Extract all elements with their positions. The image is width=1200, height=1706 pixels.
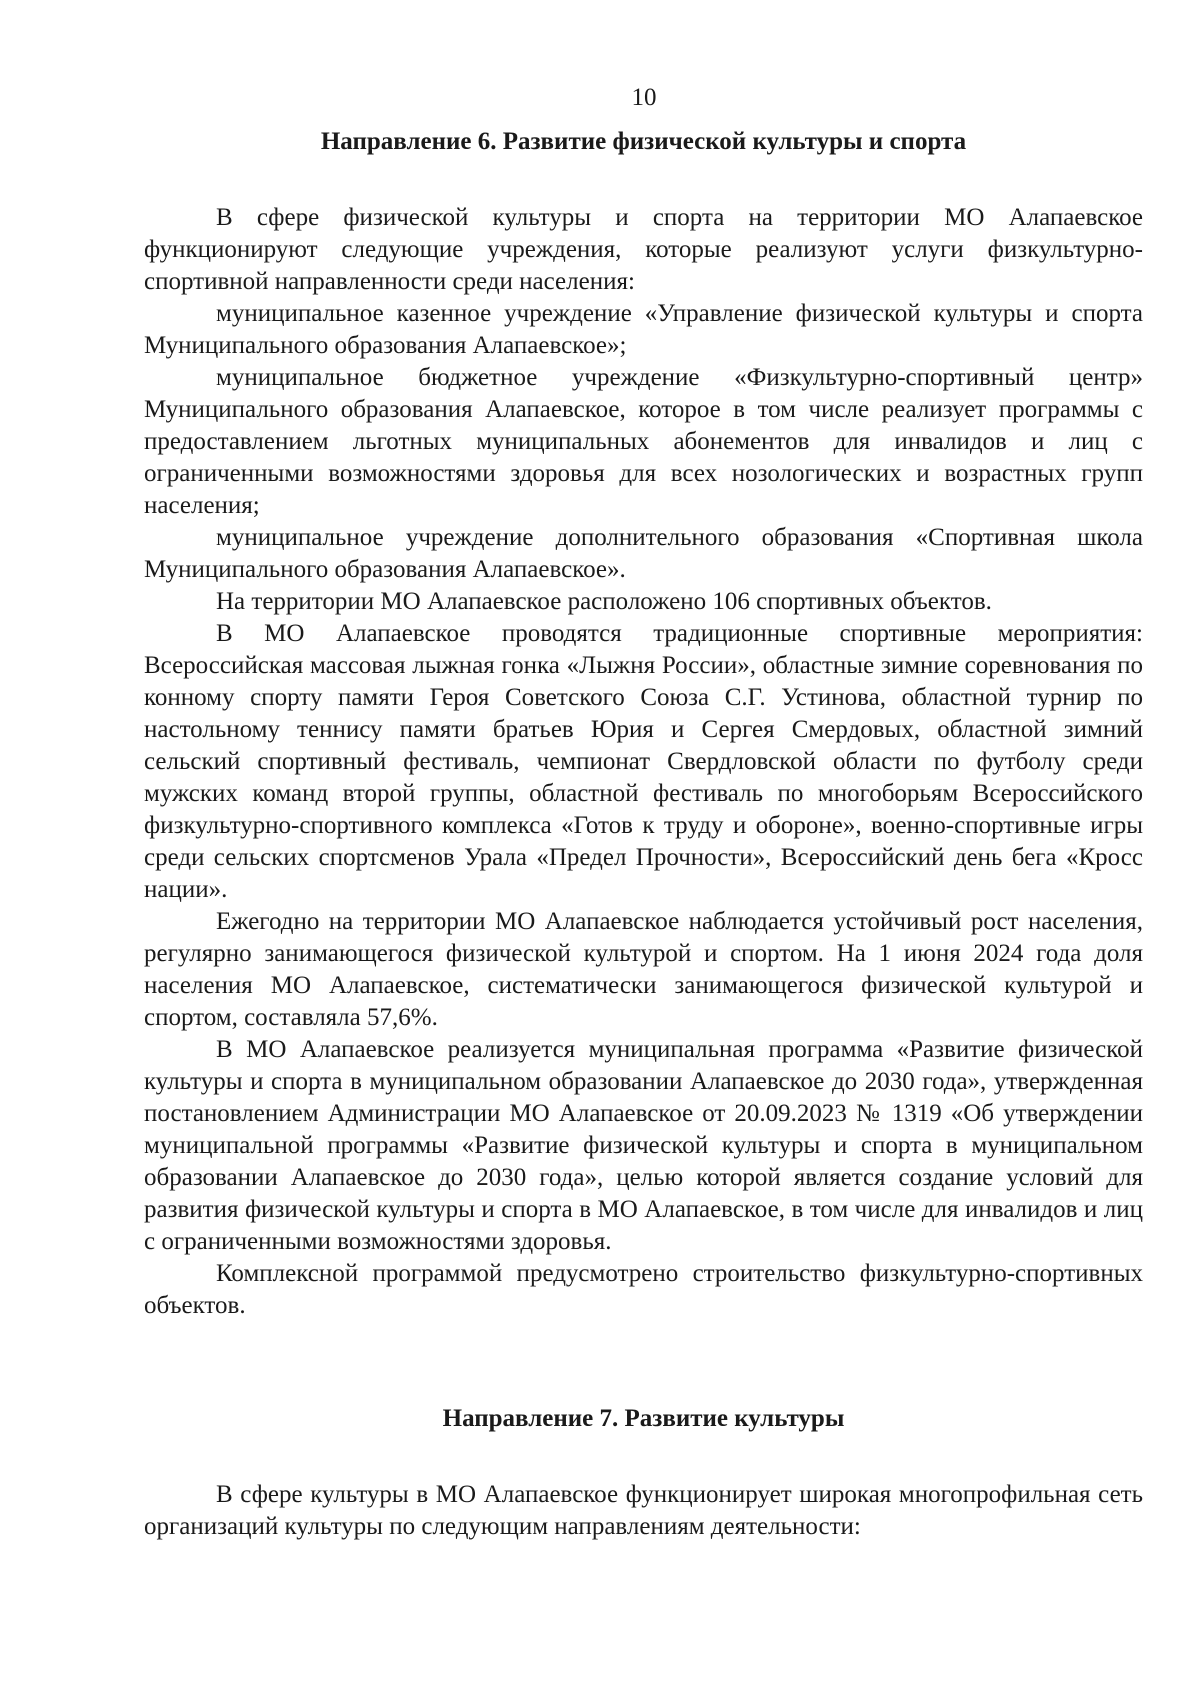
page-number: 10	[631, 84, 657, 111]
paragraph-institution-management: муниципальное казенное учреждение «Управление физической культуры и спорта Муниципального образования Алапаевское»;	[144, 300, 1143, 359]
paragraph-culture-network: В сфере культуры в МО Алапаевское функционирует широкая многопрофильная сеть организаций культуры по следующим направлениям деятельности:	[144, 1481, 1143, 1540]
paragraph-sports-facilities: На территории МО Алапаевское расположено 106 спортивных объектов.	[216, 588, 992, 615]
paragraph-municipal-program: В МО Алапаевское реализуется муниципальная программа «Развитие физической культуры и спорта в муниципальном образовании Алапаевское до 2030 года», утвержденная постановлением Администрации МО Алапаевское от 20.09.2023 № 1319 «Об утверждении муниципальной программы «Развитие физической культуры и спорта в муниципальном образовании Алапаевское до 2030 года», целью которой является создание условий для развития физической культуры и спорта в МО Алапаевское, в том числе для инвалидов и лиц с ограниченными возможностями здоровья.	[144, 1036, 1143, 1255]
paragraph-institution-sports-center: муниципальное бюджетное учреждение «Физкультурно-спортивный центр» Муниципального образования Алапаевское, которое в том числе реализует программы с предоставлением льготных муниципальных абонементов для инвалидов и лиц с ограниченными возможностями здоровья для всех нозологических и возрастных групп населения;	[144, 364, 1143, 519]
section-7-heading: Направление 7. Развитие культуры	[442, 1405, 845, 1432]
paragraph-population-growth: Ежегодно на территории МО Алапаевское наблюдается устойчивый рост населения, регулярно занимающегося физической культурой и спортом. На 1 июня 2024 года доля населения МО Алапаевское, систематически занимающегося физической культурой и спортом, составляла 57,6%.	[144, 908, 1143, 1031]
section-6-heading: Направление 6. Развитие физической культуры и спорта	[320, 128, 967, 155]
paragraph-construction: Комплексной программой предусмотрено строительство физкультурно-спортивных объектов.	[144, 1260, 1143, 1319]
section-6	[144, 126, 1143, 1322]
section-7	[144, 1403, 1143, 1543]
paragraph-sports-events: В МО Алапаевское проводятся традиционные спортивные мероприятия: Всероссийская массовая лыжная гонка «Лыжня России», областные зимние соревнования по конному спорту памяти Героя Советского Союза С.Г. Устинова, областной турнир по настольному теннису памяти братьев Юрия и Сергея Смердовых, областной зимний сельский спортивный фестиваль, чемпионат Свердловской области по футболу среди мужских команд второй группы, областной фестиваль по многоборьям Всероссийского физкультурно-спортивного комплекса «Готов к труду и обороне», военно-спортивные игры среди сельских спортсменов Урала «Предел Прочности», Всероссийский день бега «Кросс нации».	[144, 620, 1143, 903]
paragraph-institution-sports-school: муниципальное учреждение дополнительного образования «Спортивная школа Муниципального образования Алапаевское».	[144, 524, 1143, 583]
paragraph-institutions-intro: В сфере физической культуры и спорта на территории МО Алапаевское функционируют следующие учреждения, которые реализуют услуги физкультурно-спортивной направленности среди населения:	[144, 204, 1143, 295]
